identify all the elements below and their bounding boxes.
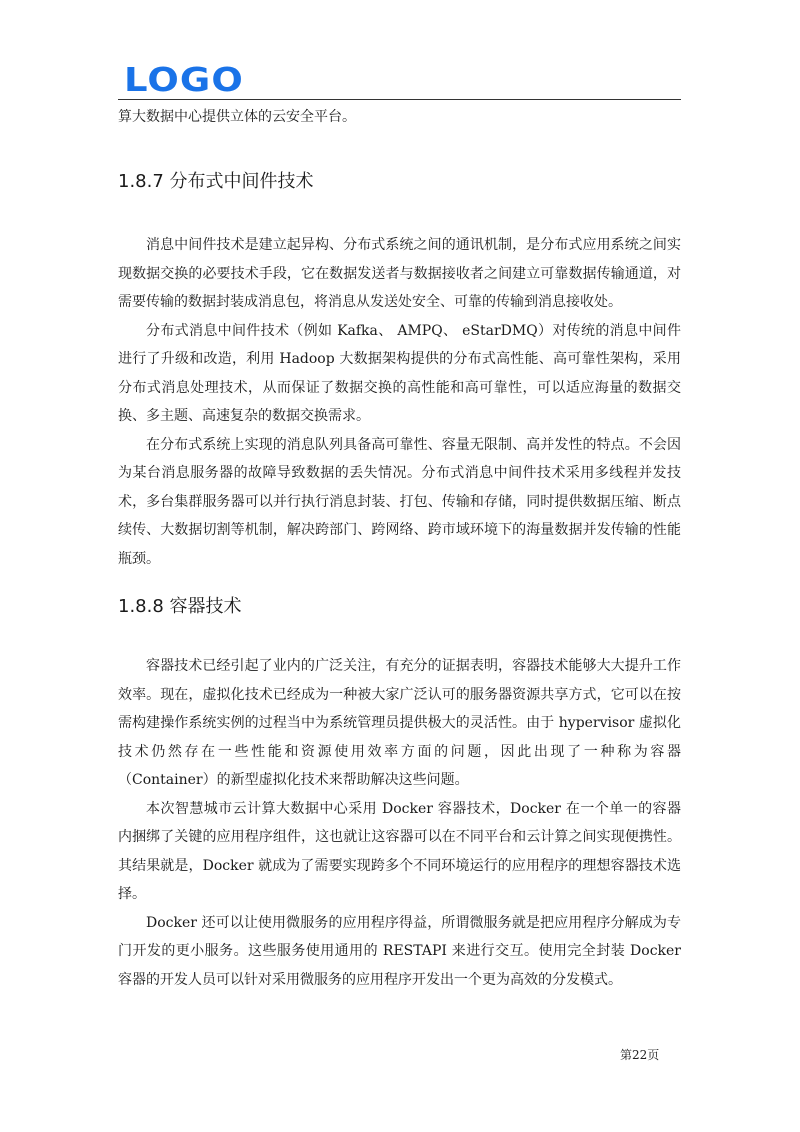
page-number: 第22页 [620,1048,660,1062]
paragraph: Docker 还可以让使用微服务的应用程序得益，所谓微服务就是把应用程序分解成为专门开发的更小服务。这些服务使用通用的 RESTAPI 来进行交互。使用完全封装 Docker 容器的开发人员可以针对采用微服务的应用程序开发出一个更为高效的分发模式。 [118,914,681,988]
paragraph: 消息中间件技术是建立起异构、分布式系统之间的通讯机制，是分布式应用系统之间实现数据交换的必要技术手段，它在数据发送者与数据接收者之间建立可靠数据传输通道，对需要传输的数据封装成消息包，将消息从发送处安全、可靠的传输到消息接收处。 [118,237,681,310]
paragraph: 在分布式系统上实现的消息队列具备高可靠性、容量无限制、高并发性的特点。不会因为某台消息服务器的故障导致数据的丢失情况。分布式消息中间件技术采用多线程并发技术，多台集群服务器可以并行执行消息封装、打包、传输和存储，同时提供数据压缩、断点续传、大数据切割等机制，解决跨部门、跨网络、跨市域环境下的海量数据并发传输的性能瓶颈。 [118,436,681,567]
section-heading-container: 1.8.8 容器技术 [118,596,242,617]
lead-line: 算大数据中心提供立体的云安全平台。 [118,109,356,125]
document-body [118,103,681,994]
logo: LOGO [124,60,244,99]
header-divider [118,99,681,100]
paragraph: 分布式消息中间件技术（例如 Kafka、 AMPQ、 eStarDMQ）对传统的消息中间件进行了升级和改造，利用 Hadoop 大数据架构提供的分布式高性能、高可靠性架构，采用分布式消息处理技术，从而保证了数据交换的高性能和高可靠性，可以适应海量的数据交换、多主题、高速复杂的数据交换需求。 [118,322,681,424]
paragraph: 容器技术已经引起了业内的广泛关注，有充分的证据表明，容器技术能够大大提升工作效率。现在，虚拟化技术已经成为一种被大家广泛认可的服务器资源共享方式，它可以在按需构建操作系统实例的过程当中为系统管理员提供极大的灵活性。由于 hypervisor 虚拟化技术仍然存在一些性能和资源使用效率方面的问题，因此出现了一种称为容器（Container）的新型虚拟化技术来帮助解决这些问题。 [118,658,681,788]
section-heading-middleware: 1.8.7 分布式中间件技术 [118,171,314,192]
paragraph: 本次智慧城市云计算大数据中心采用 Docker 容器技术，Docker 在一个单一的容器内捆绑了关键的应用程序组件，这也就让这容器可以在不同平台和云计算之间实现便携性。其结果就是，Docker 就成为了需要实现跨多个不同环境运行的应用程序的理想容器技术选择。 [118,800,681,902]
